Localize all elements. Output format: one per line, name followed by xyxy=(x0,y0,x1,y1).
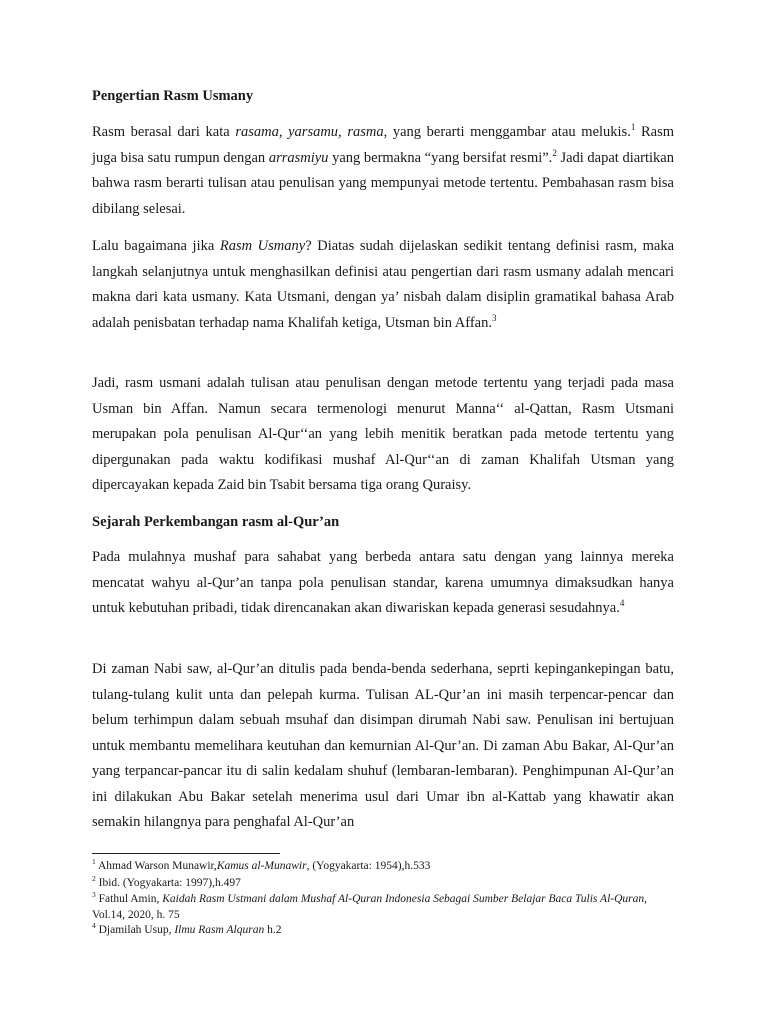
italic-term: Rasm Usmany xyxy=(219,238,306,254)
italic-title: Kamus al-Munawir xyxy=(216,860,307,872)
footnote-number: 4 xyxy=(92,921,96,931)
paragraph-3: Jadi, rasm usmani adalah tulisan atau penulisan dengan metode tertentu yang terjadi pada masa Usman bin Affan. Namun secara termenologi menurut Manna‘‘ al-Qattan, Rasm Utsmani merupakan pola penulisan Al-Qur‘‘an yang lebih menitik beratkan pada metode tertentu yang dipergunakan pada waktu kodifikasi mushaf Al-Qur‘‘an di zaman Khalifah Utsman yang dipercayakan kepada Zaid bin Tsabit bersama tiga orang Quraisy. xyxy=(92,375,674,493)
text-run: Ibid. (Yogyakarta: 1997),h.497 xyxy=(95,877,241,889)
footnote-number: 3 xyxy=(92,890,96,900)
footnote-ref: 2 xyxy=(552,147,557,158)
paragraph-5: Di zaman Nabi saw, al-Qur’an ditulis pada benda-benda sederhana, seprti kepingankepingan batu, tulang-tulang kulit unta dan pelepah kurma. Tulisan AL-Qur’an ini masih terpencar-pencar dan belum terhimpun dalam sebuah msuhaf dan disimpan dirumah Nabi saw. Penulisan ini bertujuan untuk membantu memelihara keutuhan dan kemurnian Al-Qur’an. Di zaman Abu Bakar, Al-Qur’an yang terpancar-pancar itu di salin kedalam shuhuf (lembaran-lembaran). Penghimpunan Al-Qur’an ini dilakukan Abu Bakar setelah menerima usul dari Umar ibn al-Kattab yang khawatir akan semakin hilangnya para penghafal Al-Qur’an xyxy=(92,661,674,830)
text-run: Fathul Amin, xyxy=(95,893,163,905)
text-run: h.2 xyxy=(264,924,282,936)
footnote-2 xyxy=(92,875,674,891)
italic-title: Ilmu Rasm Alquran xyxy=(174,924,265,936)
text-run: Lalu bagaimana jika xyxy=(92,238,220,254)
paragraph-1 xyxy=(92,120,674,222)
paragraph-4 xyxy=(92,545,674,622)
footnote-separator xyxy=(92,853,280,854)
text-run: yang bermakna “yang bersifat resmi”. xyxy=(328,149,553,166)
text-run: , (Yogyakarta: 1954),h.533 xyxy=(306,860,431,872)
text-run: , yang berarti menggambar atau melukis. xyxy=(383,124,631,140)
text-run: , Vol.14, 2020, h. 75 xyxy=(92,893,648,921)
footnote-ref: 1 xyxy=(630,122,636,133)
text-run: Rasm berasal dari kata xyxy=(92,124,236,140)
heading-pengertian: Pengertian Rasm Usmany xyxy=(92,88,254,104)
footnote-3 xyxy=(92,891,674,923)
italic-term: rasama, yarsamu, rasma xyxy=(235,124,384,140)
footnote-number: 2 xyxy=(92,874,96,884)
footnote-number: 1 xyxy=(92,857,96,867)
text-run: Ahmad Warson Munawir, xyxy=(95,860,217,872)
paragraph-2 xyxy=(92,234,674,336)
italic-title: Kaidah Rasm Ustmani dalam Mushaf Al-Quran Indonesia Sebagai Sumber Belajar Baca Tulis Al-Quran xyxy=(162,893,645,905)
footnote-4 xyxy=(92,922,674,938)
text-run: Rasm juga bisa satu rumpun dengan xyxy=(92,124,674,166)
italic-term: arrasmiyu xyxy=(268,149,329,166)
heading-sejarah: Sejarah Perkembangan rasm al-Qur’an xyxy=(92,514,340,530)
text-run: Jadi dapat diartikan bahwa rasm berarti tulisan atau penulisan yang mempunyai metode tertentu. Pembahasan rasm bisa dibilang selesai. xyxy=(92,149,674,217)
text-run: ? Diatas sudah dijelaskan sedikit tentang definisi rasm, maka langkah selanjutnya untuk menghasilkan definisi atau pengertian dari rasm usmany adalah mencari makna dari kata usmany. Kata Utsmani, dengan ya’ nisbah dalam disiplin gramatikal bahasa Arab adalah penisbatan terhadap nama Khalifah ketiga, Utsman bin Affan. xyxy=(92,238,674,331)
text-run: Pada mulahnya mushaf para sahabat yang berbeda antara satu dengan yang lainnya mereka mencatat wahyu al-Qur’an tanpa pola penulisan standar, karena umumnya dimaksudkan hanya untuk kebutuhan pribadi, tidak direncanakan akan diwariskan kepada generasi sesudahnya. xyxy=(92,549,674,616)
footnote-ref: 3 xyxy=(491,312,497,323)
footnote-1 xyxy=(92,858,674,874)
text-run: Djamilah Usup, xyxy=(95,924,175,936)
footnote-ref: 4 xyxy=(619,598,625,609)
